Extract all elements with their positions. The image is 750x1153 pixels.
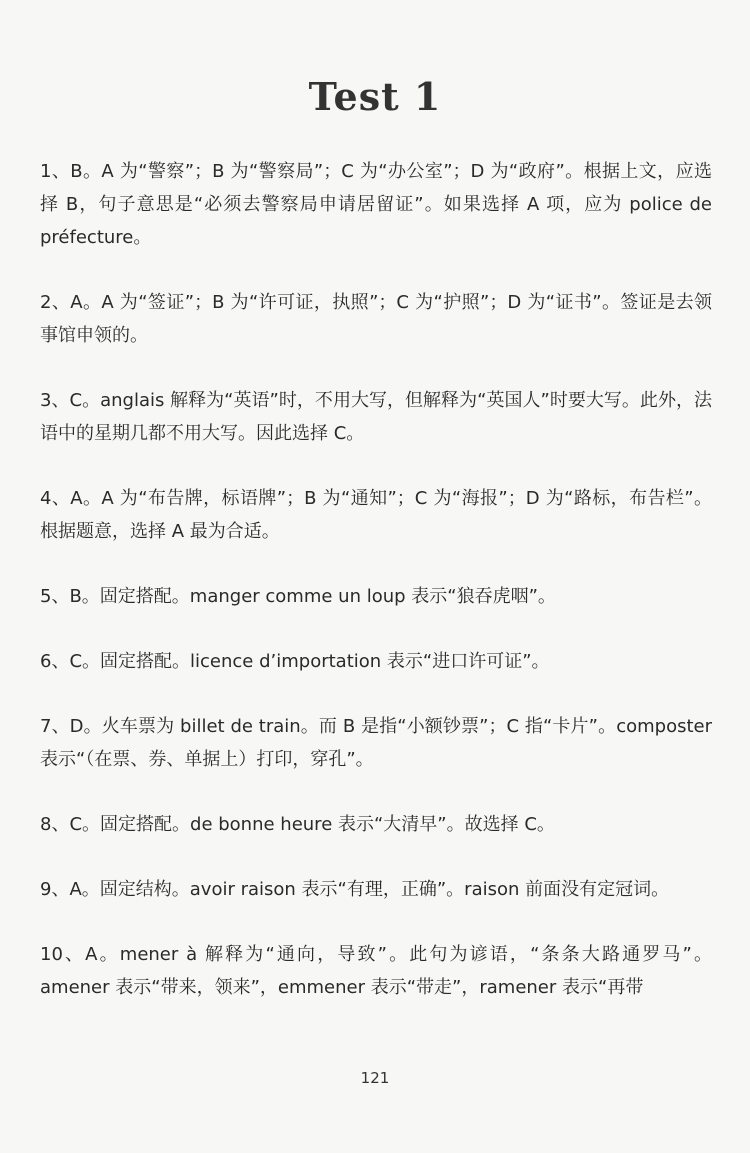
answer-7: 7、D。火车票为 billet de train。而 B 是指“小额钞票”；C 指“卡片”。composter 表示“（在票、券、单据上）打印，穿孔”。 (40, 716, 712, 770)
answer-2: 2、A。A 为“签证”；B 为“许可证，执照”；C 为“护照”；D 为“证书”。签证是去领事馆申领的。 (40, 292, 712, 346)
answer-10: 10、A。mener à 解释为“通向，导致”。此句为谚语，“条条大路通罗马”。amener 表示“带来，领来”，emmener 表示“带走”，ramener 表示“再带 (40, 944, 712, 998)
answer-list (40, 155, 712, 1036)
answer-3: 3、C。anglais 解释为“英语”时，不用大写，但解释为“英国人”时要大写。此外，法语中的星期几都不用大写。因此选择 C。 (40, 390, 712, 444)
answer-1: 1、B。A 为“警察”；B 为“警察局”；C 为“办公室”；D 为“政府”。根据上文，应选择 B，句子意思是“必须去警察局申请居留证”。如果选择 A 项，应为 police de préfecture。 (40, 161, 712, 248)
page-number: 121 (360, 1069, 390, 1087)
answer-8: 8、C。固定搭配。de bonne heure 表示“大清早”。故选择 C。 (40, 814, 555, 835)
answer-5: 5、B。固定搭配。manger comme un loup 表示“狼吞虎咽”。 (40, 586, 556, 607)
answer-4: 4、A。A 为“布告牌，标语牌”；B 为“通知”；C 为“海报”；D 为“路标，布告栏”。根据题意，选择 A 最为合适。 (40, 488, 712, 542)
answer-6: 6、C。固定搭配。licence d’importation 表示“进口许可证”。 (40, 651, 550, 672)
page-title: Test 1 (308, 74, 442, 119)
answer-9: 9、A。固定结构。avoir raison 表示“有理，正确”。raison 前面没有定冠词。 (40, 879, 670, 900)
